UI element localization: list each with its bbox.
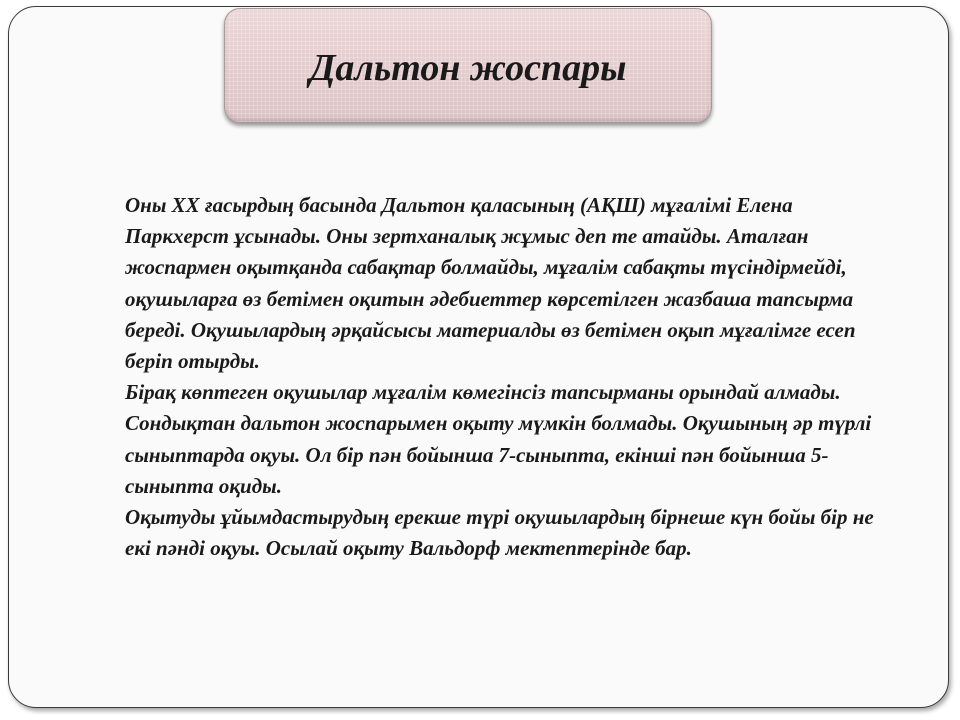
paragraph-2: Бірақ көптеген оқушылар мұғалім көмегінсіз тапсырманы орындай алмады. Сондықтан дальтон жоспарымен оқыту мүмкін болмады. Оқушының әр түрлі сыныптарда оқуы. Ол бір пән бойынша 7-сыныпта, екінші пән бойынша 5-сыныпта оқиды. bbox=[125, 380, 872, 498]
body-text bbox=[125, 190, 885, 564]
title-banner bbox=[224, 8, 712, 123]
paragraph-3: Оқытуды ұйымдастырудың ерекше түрі оқушылардың бірнеше күн бойы бір не екі пәнді оқуы. Осылай оқыту Вальдорф мектептерінде бар. bbox=[125, 505, 874, 561]
paragraph-1: Оны ХХ ғасырдың басында Дальтон қаласының (АҚШ) мұғалімі Елена Паркхерст ұсынады. Оны зертханалық жұмыс деп те атайды. Аталған жоспармен оқытқанда сабақтар болмайды, мұғалім сабақты түсіндірмейді, оқушыларға өз бетімен оқитын әдебиеттер көрсетілген жазбаша тапсырма береді. Оқушылардың әрқайсысы материалды өз бетімен оқып мұғалімге есеп беріп отырды. bbox=[125, 193, 856, 374]
slide-title: Дальтон жоспары bbox=[309, 46, 627, 89]
